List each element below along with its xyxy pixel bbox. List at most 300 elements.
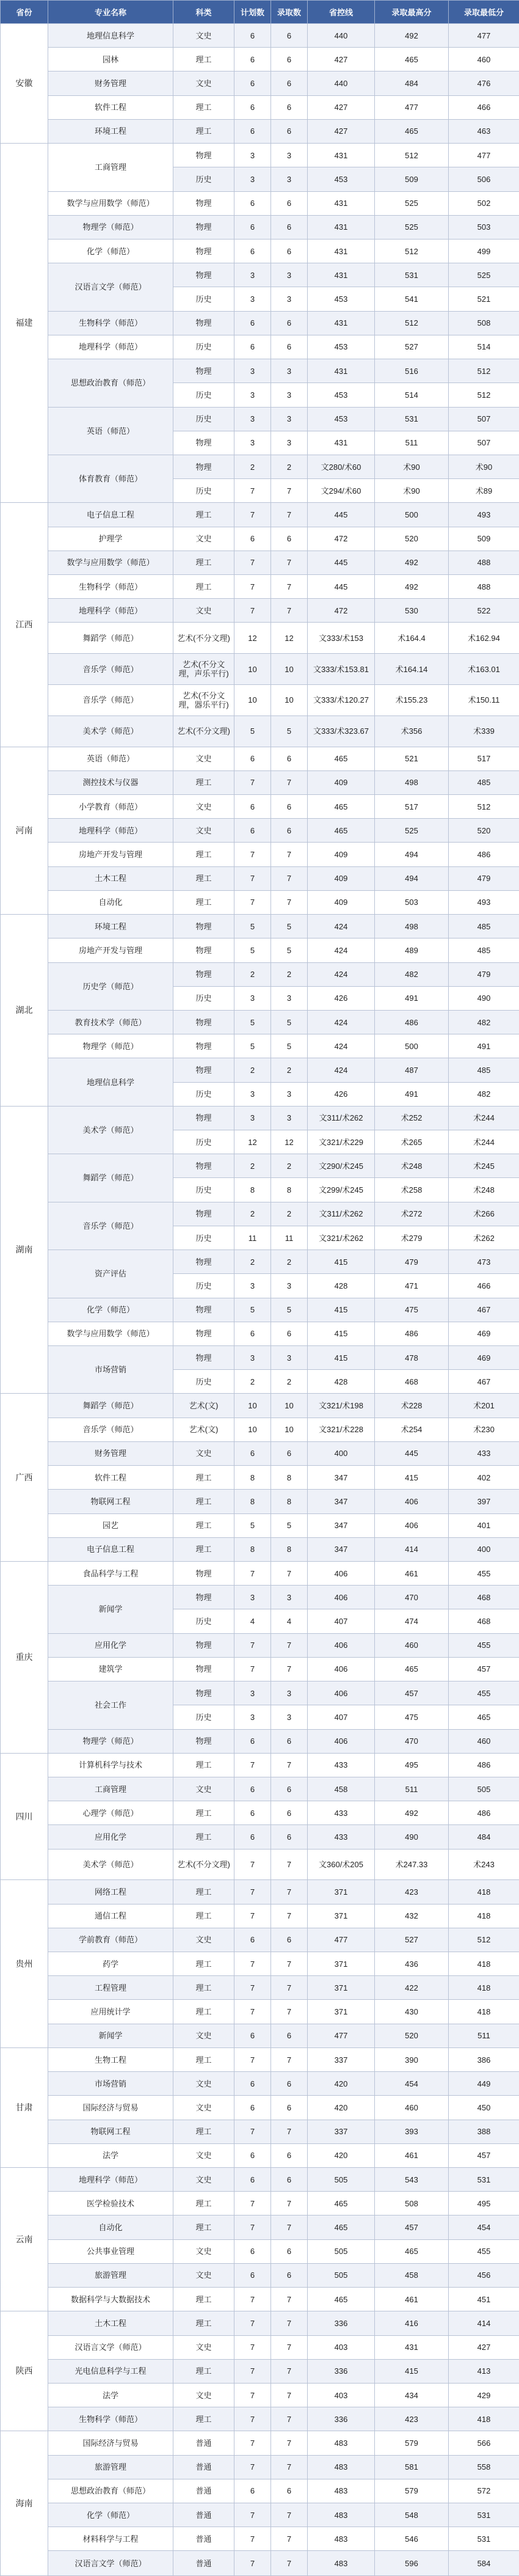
major-cell: 法学 — [48, 2383, 173, 2407]
max-score-cell: 423 — [375, 2407, 449, 2431]
subject-type-cell: 历史 — [173, 1082, 234, 1106]
min-score-cell: 507 — [449, 431, 519, 455]
subject-type-cell: 历史 — [173, 479, 234, 503]
control-line-cell: 465 — [308, 2288, 375, 2311]
max-score-cell: 494 — [375, 843, 449, 866]
control-line-cell: 409 — [308, 843, 375, 866]
province-cell: 安徽 — [1, 24, 48, 144]
min-score-cell: 449 — [449, 2072, 519, 2096]
min-score-cell: 476 — [449, 71, 519, 95]
table-row — [1, 455, 519, 478]
province-cell: 河南 — [1, 747, 48, 915]
max-score-cell: 492 — [375, 24, 449, 48]
major-cell: 社会工作 — [48, 1681, 173, 1729]
subject-type-cell: 物理 — [173, 263, 234, 287]
max-score-cell: 492 — [375, 551, 449, 574]
control-line-cell: 483 — [308, 2431, 375, 2455]
max-score-cell: 465 — [375, 48, 449, 71]
plan-count-cell: 6 — [234, 1825, 271, 1849]
admit-count-cell: 7 — [271, 770, 308, 794]
major-cell: 心理学（师范） — [48, 1801, 173, 1825]
subject-type-cell: 理工 — [173, 1466, 234, 1490]
subject-type-cell: 理工 — [173, 2288, 234, 2311]
plan-count-cell: 6 — [234, 747, 271, 770]
plan-count-cell: 3 — [234, 986, 271, 1010]
min-score-cell: 术243 — [449, 1849, 519, 1880]
subject-type-cell: 艺术(不分文理，声乐平行) — [173, 654, 234, 685]
min-score-cell: 486 — [449, 1753, 519, 1777]
max-score-cell: 406 — [375, 1490, 449, 1513]
plan-count-cell: 6 — [234, 1801, 271, 1825]
control-line-cell: 406 — [308, 1657, 375, 1681]
admit-count-cell: 7 — [271, 2000, 308, 2024]
table-row — [1, 1633, 519, 1657]
subject-type-cell: 理工 — [173, 1753, 234, 1777]
min-score-cell: 508 — [449, 311, 519, 335]
admit-count-cell: 10 — [271, 685, 308, 716]
table-row — [1, 2479, 519, 2503]
max-score-cell: 415 — [375, 2359, 449, 2383]
min-score-cell: 488 — [449, 551, 519, 574]
plan-count-cell: 7 — [234, 2503, 271, 2527]
control-line-cell: 453 — [308, 335, 375, 359]
admit-count-cell: 7 — [271, 2335, 308, 2359]
control-line-cell: 文290/术245 — [308, 1154, 375, 1178]
control-line-cell: 483 — [308, 2527, 375, 2551]
plan-count-cell: 2 — [234, 962, 271, 986]
max-score-cell: 487 — [375, 1058, 449, 1082]
control-line-cell: 483 — [308, 2455, 375, 2479]
control-line-cell: 428 — [308, 1370, 375, 1394]
admit-count-cell: 8 — [271, 1466, 308, 1490]
control-line-cell: 336 — [308, 2311, 375, 2335]
max-score-cell: 术258 — [375, 1178, 449, 1202]
major-cell: 物理学（师范） — [48, 1729, 173, 1753]
max-score-cell: 491 — [375, 986, 449, 1010]
table-row — [1, 1849, 519, 1880]
max-score-cell: 509 — [375, 167, 449, 191]
plan-count-cell: 7 — [234, 2311, 271, 2335]
admit-count-cell: 6 — [271, 239, 308, 263]
major-cell: 音乐学（师范） — [48, 1418, 173, 1441]
admit-count-cell: 3 — [271, 407, 308, 431]
table-row — [1, 527, 519, 551]
control-line-cell: 文333/术120.27 — [308, 685, 375, 716]
control-line-cell: 505 — [308, 2239, 375, 2263]
min-score-cell: 418 — [449, 2000, 519, 2024]
table-row — [1, 2143, 519, 2167]
max-score-cell: 531 — [375, 407, 449, 431]
province-cell: 海南 — [1, 2431, 48, 2576]
control-line-cell: 文321/术228 — [308, 1418, 375, 1441]
table-row — [1, 2335, 519, 2359]
admit-count-cell: 5 — [271, 1010, 308, 1034]
subject-type-cell: 物理 — [173, 1322, 234, 1345]
control-line-cell: 431 — [308, 191, 375, 215]
control-line-cell: 440 — [308, 24, 375, 48]
max-score-cell: 508 — [375, 2192, 449, 2216]
min-score-cell: 450 — [449, 2096, 519, 2120]
admit-count-cell: 6 — [271, 2479, 308, 2503]
min-score-cell: 418 — [449, 1952, 519, 1976]
max-score-cell: 术252 — [375, 1106, 449, 1130]
subject-type-cell: 普通 — [173, 2551, 234, 2576]
plan-count-cell: 7 — [234, 1561, 271, 1585]
admit-count-cell: 2 — [271, 962, 308, 986]
control-line-cell: 445 — [308, 551, 375, 574]
min-score-cell: 388 — [449, 2120, 519, 2143]
max-score-cell: 498 — [375, 770, 449, 794]
min-score-cell: 488 — [449, 575, 519, 599]
plan-count-cell: 7 — [234, 599, 271, 623]
control-line-cell: 431 — [308, 431, 375, 455]
min-score-cell: 术201 — [449, 1394, 519, 1418]
min-score-cell: 486 — [449, 843, 519, 866]
max-score-cell: 548 — [375, 2503, 449, 2527]
max-score-cell: 445 — [375, 1441, 449, 1465]
plan-count-cell: 7 — [234, 866, 271, 890]
admit-count-cell: 7 — [271, 2288, 308, 2311]
admit-count-cell: 3 — [271, 1705, 308, 1729]
subject-type-cell: 文史 — [173, 2096, 234, 2120]
major-cell: 财务管理 — [48, 71, 173, 95]
min-score-cell: 433 — [449, 1441, 519, 1465]
table-row — [1, 1441, 519, 1465]
major-cell: 资产评估 — [48, 1250, 173, 1298]
max-score-cell: 术279 — [375, 1226, 449, 1250]
min-score-cell: 467 — [449, 1370, 519, 1394]
subject-type-cell: 文史 — [173, 2239, 234, 2263]
admit-count-cell: 12 — [271, 1130, 308, 1154]
admit-count-cell: 6 — [271, 191, 308, 215]
major-cell: 自动化 — [48, 2216, 173, 2239]
major-cell: 药学 — [48, 1952, 173, 1976]
table-row — [1, 747, 519, 770]
admit-count-cell: 6 — [271, 1825, 308, 1849]
control-line-cell: 431 — [308, 263, 375, 287]
plan-count-cell: 6 — [234, 2479, 271, 2503]
min-score-cell: 503 — [449, 215, 519, 239]
subject-type-cell: 历史 — [173, 1178, 234, 1202]
major-cell: 应用化学 — [48, 1825, 173, 1849]
admit-count-cell: 3 — [271, 167, 308, 191]
plan-count-cell: 6 — [234, 2072, 271, 2096]
admit-count-cell: 6 — [271, 2143, 308, 2167]
plan-count-cell: 7 — [234, 2000, 271, 2024]
major-cell: 美术学（师范） — [48, 1106, 173, 1154]
major-cell: 地理科学（师范） — [48, 335, 173, 359]
admit-count-cell: 6 — [271, 2263, 308, 2287]
subject-type-cell: 物理 — [173, 311, 234, 335]
subject-type-cell: 理工 — [173, 48, 234, 71]
major-cell: 英语（师范） — [48, 407, 173, 455]
control-line-cell: 文311/术262 — [308, 1202, 375, 1226]
min-score-cell: 486 — [449, 1801, 519, 1825]
min-score-cell: 术89 — [449, 479, 519, 503]
min-score-cell: 482 — [449, 1010, 519, 1034]
table-row — [1, 2192, 519, 2216]
major-cell: 舞蹈学（师范） — [48, 623, 173, 654]
subject-type-cell: 历史 — [173, 335, 234, 359]
subject-type-cell: 物理 — [173, 1250, 234, 1274]
table-row — [1, 890, 519, 914]
min-score-cell: 485 — [449, 939, 519, 962]
admit-count-cell: 2 — [271, 1250, 308, 1274]
admit-count-cell: 7 — [271, 2503, 308, 2527]
subject-type-cell: 文史 — [173, 527, 234, 551]
max-score-cell: 术90 — [375, 455, 449, 478]
max-score-cell: 457 — [375, 1681, 449, 1705]
admit-count-cell: 6 — [271, 819, 308, 843]
subject-type-cell: 物理 — [173, 939, 234, 962]
subject-type-cell: 历史 — [173, 1226, 234, 1250]
major-cell: 国际经济与贸易 — [48, 2431, 173, 2455]
plan-count-cell: 2 — [234, 1250, 271, 1274]
max-score-cell: 498 — [375, 915, 449, 939]
plan-count-cell: 5 — [234, 715, 271, 747]
plan-count-cell: 7 — [234, 575, 271, 599]
major-cell: 学前教育（师范） — [48, 1928, 173, 1952]
major-cell: 生物科学（师范） — [48, 575, 173, 599]
table-row — [1, 1537, 519, 1561]
major-cell: 物理学（师范） — [48, 215, 173, 239]
min-score-cell: 514 — [449, 335, 519, 359]
table-row — [1, 915, 519, 939]
major-cell: 护理学 — [48, 527, 173, 551]
header-max-score: 录取最高分 — [375, 1, 449, 24]
table-row — [1, 654, 519, 685]
max-score-cell: 517 — [375, 794, 449, 818]
major-cell: 物理学（师范） — [48, 1034, 173, 1058]
major-cell: 财务管理 — [48, 1441, 173, 1465]
control-line-cell: 453 — [308, 383, 375, 407]
table-row — [1, 2431, 519, 2455]
admit-count-cell: 6 — [271, 2167, 308, 2191]
admit-count-cell: 7 — [271, 1753, 308, 1777]
control-line-cell: 431 — [308, 359, 375, 383]
plan-count-cell: 7 — [234, 843, 271, 866]
plan-count-cell: 6 — [234, 191, 271, 215]
admit-count-cell: 5 — [271, 715, 308, 747]
subject-type-cell: 物理 — [173, 1681, 234, 1705]
admit-count-cell: 3 — [271, 1346, 308, 1370]
control-line-cell: 371 — [308, 1880, 375, 1904]
max-score-cell: 546 — [375, 2527, 449, 2551]
min-score-cell: 468 — [449, 1609, 519, 1633]
table-row — [1, 1202, 519, 1226]
plan-count-cell: 6 — [234, 311, 271, 335]
min-score-cell: 502 — [449, 191, 519, 215]
major-cell: 法学 — [48, 2143, 173, 2167]
table-row — [1, 1490, 519, 1513]
admit-count-cell: 7 — [271, 1657, 308, 1681]
admit-count-cell: 7 — [271, 1633, 308, 1657]
table-row — [1, 1681, 519, 1705]
max-score-cell: 579 — [375, 2431, 449, 2455]
subject-type-cell: 理工 — [173, 1490, 234, 1513]
control-line-cell: 433 — [308, 1753, 375, 1777]
max-score-cell: 495 — [375, 1753, 449, 1777]
max-score-cell: 477 — [375, 95, 449, 119]
admit-count-cell: 6 — [271, 335, 308, 359]
admit-count-cell: 3 — [271, 287, 308, 311]
plan-count-cell: 8 — [234, 1537, 271, 1561]
min-score-cell: 460 — [449, 1729, 519, 1753]
plan-count-cell: 7 — [234, 479, 271, 503]
province-cell: 福建 — [1, 144, 48, 503]
table-row — [1, 1250, 519, 1274]
subject-type-cell: 理工 — [173, 95, 234, 119]
table-row — [1, 24, 519, 48]
major-cell: 电子信息工程 — [48, 1537, 173, 1561]
max-score-cell: 406 — [375, 1513, 449, 1537]
plan-count-cell: 7 — [234, 1904, 271, 1928]
max-score-cell: 525 — [375, 191, 449, 215]
min-score-cell: 493 — [449, 503, 519, 527]
subject-type-cell: 物理 — [173, 1298, 234, 1322]
min-score-cell: 479 — [449, 962, 519, 986]
table-row — [1, 794, 519, 818]
min-score-cell: 413 — [449, 2359, 519, 2383]
min-score-cell: 477 — [449, 144, 519, 167]
subject-type-cell: 理工 — [173, 2192, 234, 2216]
min-score-cell: 566 — [449, 2431, 519, 2455]
admit-count-cell: 6 — [271, 2096, 308, 2120]
admit-count-cell: 7 — [271, 1952, 308, 1976]
subject-type-cell: 文史 — [173, 24, 234, 48]
plan-count-cell: 7 — [234, 2359, 271, 2383]
control-line-cell: 文321/术198 — [308, 1394, 375, 1418]
province-cell: 湖南 — [1, 1106, 48, 1394]
subject-type-cell: 物理 — [173, 359, 234, 383]
header-plan-count: 计划数 — [234, 1, 271, 24]
plan-count-cell: 7 — [234, 1976, 271, 2000]
subject-type-cell: 物理 — [173, 1657, 234, 1681]
table-row — [1, 575, 519, 599]
plan-count-cell: 6 — [234, 335, 271, 359]
major-cell: 材料科学与工程 — [48, 2527, 173, 2551]
control-line-cell: 424 — [308, 939, 375, 962]
admit-count-cell: 7 — [271, 2527, 308, 2551]
table-row — [1, 335, 519, 359]
admit-count-cell: 7 — [271, 2120, 308, 2143]
subject-type-cell: 历史 — [173, 986, 234, 1010]
control-line-cell: 477 — [308, 1928, 375, 1952]
admit-count-cell: 10 — [271, 1394, 308, 1418]
plan-count-cell: 7 — [234, 503, 271, 527]
major-cell: 软件工程 — [48, 95, 173, 119]
admit-count-cell: 7 — [271, 2216, 308, 2239]
table-row — [1, 311, 519, 335]
major-cell: 通信工程 — [48, 1904, 173, 1928]
min-score-cell: 术230 — [449, 1418, 519, 1441]
table-row — [1, 1880, 519, 1904]
plan-count-cell: 3 — [234, 383, 271, 407]
major-cell: 新闻学 — [48, 2024, 173, 2047]
province-cell: 江西 — [1, 503, 48, 747]
table-row — [1, 2455, 519, 2479]
admit-count-cell: 7 — [271, 2192, 308, 2216]
table-row — [1, 599, 519, 623]
control-line-cell: 文299/术245 — [308, 1178, 375, 1202]
table-row — [1, 2359, 519, 2383]
table-row — [1, 623, 519, 654]
admit-count-cell: 7 — [271, 1904, 308, 1928]
subject-type-cell: 文史 — [173, 1441, 234, 1465]
plan-count-cell: 7 — [234, 890, 271, 914]
control-line-cell: 406 — [308, 1586, 375, 1609]
header-admit-count: 录取数 — [271, 1, 308, 24]
control-line-cell: 427 — [308, 95, 375, 119]
control-line-cell: 472 — [308, 527, 375, 551]
major-cell: 旅游管理 — [48, 2455, 173, 2479]
admit-count-cell: 7 — [271, 2551, 308, 2576]
major-cell: 地理科学（师范） — [48, 819, 173, 843]
subject-type-cell: 历史 — [173, 1609, 234, 1633]
min-score-cell: 386 — [449, 2047, 519, 2071]
subject-type-cell: 理工 — [173, 843, 234, 866]
plan-count-cell: 6 — [234, 794, 271, 818]
table-row — [1, 939, 519, 962]
admit-count-cell: 6 — [271, 1322, 308, 1345]
table-row — [1, 1657, 519, 1681]
max-score-cell: 术164.4 — [375, 623, 449, 654]
min-score-cell: 531 — [449, 2503, 519, 2527]
admit-count-cell: 5 — [271, 915, 308, 939]
major-cell: 汉语言文学（师范） — [48, 263, 173, 311]
subject-type-cell: 理工 — [173, 2000, 234, 2024]
max-score-cell: 470 — [375, 1586, 449, 1609]
max-score-cell: 520 — [375, 2024, 449, 2047]
table-row — [1, 1154, 519, 1178]
max-score-cell: 525 — [375, 819, 449, 843]
plan-count-cell: 6 — [234, 2096, 271, 2120]
plan-count-cell: 7 — [234, 1633, 271, 1657]
admit-count-cell: 2 — [271, 1058, 308, 1082]
control-line-cell: 415 — [308, 1346, 375, 1370]
min-score-cell: 490 — [449, 986, 519, 1010]
major-cell: 园艺 — [48, 1513, 173, 1537]
plan-count-cell: 6 — [234, 2239, 271, 2263]
subject-type-cell: 理工 — [173, 1952, 234, 1976]
control-line-cell: 427 — [308, 48, 375, 71]
plan-count-cell: 6 — [234, 2263, 271, 2287]
max-score-cell: 541 — [375, 287, 449, 311]
table-row — [1, 239, 519, 263]
major-cell: 舞蹈学（师范） — [48, 1154, 173, 1202]
min-score-cell: 512 — [449, 1928, 519, 1952]
header-major: 专业名称 — [48, 1, 173, 24]
admit-count-cell: 7 — [271, 843, 308, 866]
min-score-cell: 455 — [449, 1633, 519, 1657]
min-score-cell: 572 — [449, 2479, 519, 2503]
admit-count-cell: 3 — [271, 431, 308, 455]
table-row — [1, 2503, 519, 2527]
max-score-cell: 527 — [375, 1928, 449, 1952]
control-line-cell: 420 — [308, 2143, 375, 2167]
plan-count-cell: 7 — [234, 551, 271, 574]
min-score-cell: 400 — [449, 1537, 519, 1561]
header-min-score: 录取最低分 — [449, 1, 519, 24]
control-line-cell: 337 — [308, 2047, 375, 2071]
table-row — [1, 1058, 519, 1082]
min-score-cell: 469 — [449, 1322, 519, 1345]
admit-count-cell: 7 — [271, 2047, 308, 2071]
control-line-cell: 文294/术60 — [308, 479, 375, 503]
subject-type-cell: 物理 — [173, 215, 234, 239]
admit-count-cell: 7 — [271, 479, 308, 503]
min-score-cell: 509 — [449, 527, 519, 551]
